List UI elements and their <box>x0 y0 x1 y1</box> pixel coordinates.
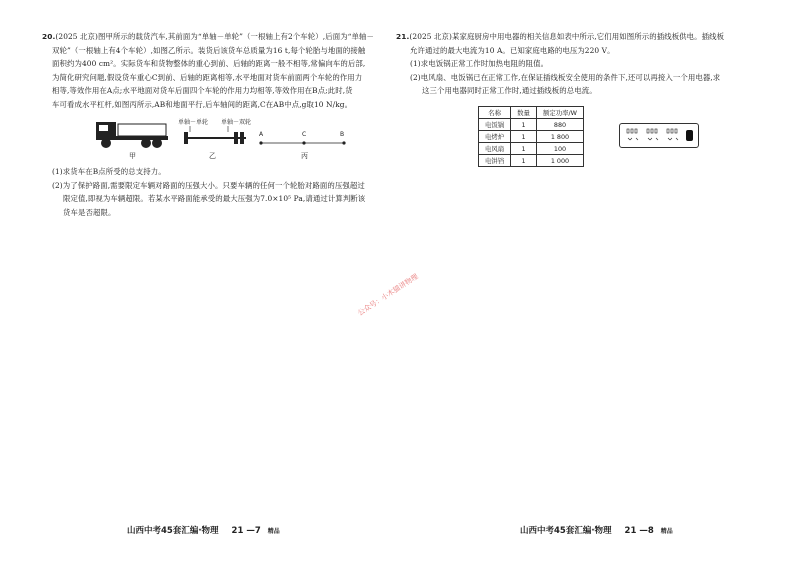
appliance-table <box>478 106 584 167</box>
q20-line-1: 20.(2025 北京)图甲所示的载货汽车,其前面为“单轴－单轮”（一根轴上有2个车轮）,后面为“单轴－ <box>42 32 375 41</box>
right-footer <box>520 524 673 536</box>
table-cell: 880 <box>536 119 583 131</box>
socket-slot <box>648 138 658 140</box>
figure-caption-bing: 丙 <box>301 152 308 160</box>
single-wheel <box>184 132 188 144</box>
brand-mark: 精品 <box>660 528 673 535</box>
point-b <box>342 141 345 144</box>
q21-sub2-line-1: (2)电风扇、电饭锅已在正常工作,在保证插线板安全使用的条件下,还可以再接入一个用电器,求 <box>410 72 721 82</box>
table-header: 数量 <box>511 107 537 119</box>
truck-bed <box>118 124 166 136</box>
lever-figure <box>256 138 352 148</box>
q21-line-2: 允许通过的最大电流为10 A。已知家庭电路的电压为220 V。 <box>410 45 615 55</box>
table-cell: 1 <box>511 131 537 143</box>
question-20-subquestions <box>52 165 392 219</box>
footer-title: 山西中考45套汇编·物理 <box>127 526 219 536</box>
label-single-axle: 单轴－单轮 <box>178 119 209 126</box>
q20-sub2-line-2: 限定值,即视为车辆超限。若某水平路面能承受的最大压强为7.0×10⁵ Pa,请通过计算判断该 <box>63 194 366 204</box>
power-strip-sockets <box>620 124 698 147</box>
socket-slot <box>667 129 669 133</box>
table-row <box>479 131 584 143</box>
socket-slot <box>628 138 638 140</box>
table-header: 额定功率/W <box>536 107 583 119</box>
point-a <box>259 141 262 144</box>
table-row <box>479 155 584 167</box>
axle-figure <box>178 124 252 154</box>
socket-slot <box>671 129 673 133</box>
left-footer <box>127 524 280 536</box>
footer-title: 山西中考45套汇编·物理 <box>520 526 612 536</box>
truck-front-wheel <box>101 138 111 148</box>
right-page <box>396 0 800 566</box>
q20-sub1: (1)求货车在B点所受的总支持力。 <box>52 167 166 176</box>
question-number: 21. <box>396 32 410 41</box>
q20-line-5: 相等,等效作用在A点;水平地面对货车后面四个车轮的作用力均相等,等效作用在B点;此时,货 <box>52 86 353 96</box>
table-cell: 电饼铛 <box>479 155 511 167</box>
table-cell: 1 800 <box>536 131 583 143</box>
q20-line-4: 为简化研究问题,假设货车重心C到前、后轴的距离相等,水平地面对货车前面两个车轮的作用力 <box>52 72 363 82</box>
question-number: 20. <box>42 32 56 41</box>
watermark: 公众号：小木猫讲物理 <box>356 272 420 318</box>
q20-sub2-line-3: 货车是否超限。 <box>63 207 116 217</box>
power-switch <box>686 130 693 141</box>
point-c <box>302 141 305 144</box>
question-21-stem <box>396 30 768 98</box>
table-cell: 100 <box>536 143 583 155</box>
label-double-axle: 单轴－双轮 <box>221 119 252 126</box>
table-row <box>479 119 584 131</box>
socket-slot <box>668 138 678 140</box>
socket-slot <box>627 129 629 133</box>
table-cell: 电风扇 <box>479 143 511 155</box>
table-cell: 1 000 <box>536 155 583 167</box>
double-wheel <box>240 132 244 144</box>
socket-slot <box>635 129 637 133</box>
q20-line-6: 车可看成水平杠杆,如图丙所示,AB和地面平行,后车轴间的距离,C在AB中点,g取10 N/kg。 <box>52 99 353 109</box>
socket-slot <box>651 129 653 133</box>
socket-slot <box>647 129 649 133</box>
q21-sub1: (1)求电饭锅正常工作时加热电阻的阻值。 <box>410 59 549 69</box>
question-20-stem <box>42 30 392 112</box>
table-cell: 1 <box>511 155 537 167</box>
socket-slot <box>675 129 677 133</box>
table-cell: 电烤炉 <box>479 131 511 143</box>
point-a-label: A <box>259 131 264 138</box>
table-header: 名称 <box>479 107 511 119</box>
q20-sub2-line-1: (2)为了保护路面,需要限定车辆对路面的压强大小。只要车辆的任何一个轮胎对路面的压强超过 <box>52 180 365 190</box>
page-number: 21 —7 <box>231 526 261 536</box>
q21-line-1: 21.(2025 北京)某家庭厨房中用电器的相关信息如表中所示,它们用如图所示的插线板供电。插线板 <box>396 32 725 41</box>
q20-line-3: 面积约为400 cm²。实际货车和货物整体的重心到前、后轴的距离一般不相等,常偏向车的后部, <box>52 59 366 69</box>
q20-line-2: 双轮”（一根轴上有4个车轮）,如图乙所示。装货后该货车总质量为16 t,每个轮胎与地面的接触 <box>52 45 366 55</box>
truck-rear-wheel-2 <box>152 138 162 148</box>
socket-slot <box>655 129 657 133</box>
table-cell: 1 <box>511 119 537 131</box>
table-cell: 电饭锅 <box>479 119 511 131</box>
brand-mark: 精品 <box>267 528 280 535</box>
power-strip <box>619 123 699 148</box>
point-b-label: B <box>340 131 345 138</box>
double-wheel <box>234 132 238 144</box>
point-c-label: C <box>302 131 307 138</box>
truck-window <box>99 125 108 131</box>
figure-caption-yi: 乙 <box>209 152 216 160</box>
figure-caption-jia: 甲 <box>129 152 136 160</box>
page-number: 21 —8 <box>624 526 654 536</box>
truck-figure <box>94 118 176 154</box>
table-row <box>479 143 584 155</box>
table-header-row <box>479 107 584 119</box>
socket-slot <box>631 129 633 133</box>
table-cell: 1 <box>511 143 537 155</box>
q21-sub2-line-2: 这三个用电器同时正常工作时,通过插线板的总电流。 <box>422 86 597 96</box>
truck-rear-wheel-1 <box>141 138 151 148</box>
